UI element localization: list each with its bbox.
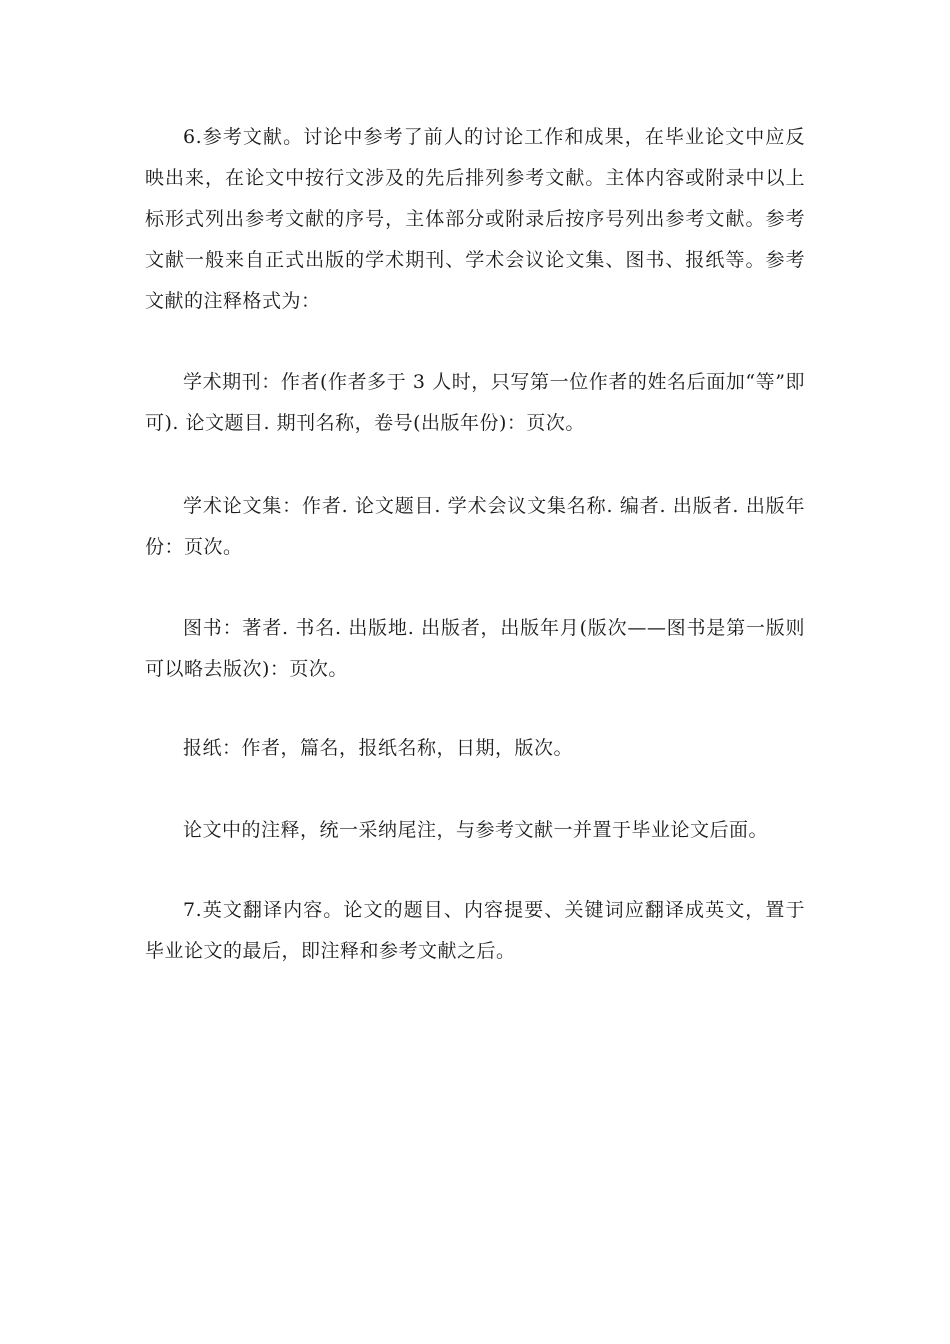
paragraph-endnotes: 论文中的注释，统一采纳尾注，与参考文献一并置于毕业论文后面。 [183, 819, 769, 841]
paragraph-journal-format: 学术期刊：作者(作者多于 3 人时，只写第一位作者的姓名后面加“等”即可). 论文题目. 期刊名称，卷号(出版年份)：页次。 [145, 371, 805, 434]
paragraph-english-translation: 7.英文翻译内容。论文的题目、内容提要、关键词应翻译成英文，置于毕业论文的最后，即注释和参考文献之后。 [145, 899, 805, 962]
paragraph-proceedings-format: 学术论文集：作者. 论文题目. 学术会议文集名称. 编者. 出版者. 出版年份：页次。 [145, 495, 805, 558]
paragraph-book-format: 图书：著者. 书名. 出版地. 出版者，出版年月(版次——图书是第一版则可以略去版次)：页次。 [145, 617, 805, 680]
paragraph-newspaper-format: 报纸：作者，篇名，报纸名称，日期，版次。 [183, 737, 574, 759]
paragraph-references: 6.参考文献。讨论中参考了前人的讨论工作和成果，在毕业论文中应反映出来，在论文中按行文涉及的先后排列参考文献。主体内容或附录中以上标形式列出参考文献的序号，主体部分或附录后按序号列出参考文献。参考文献一般来自正式出版的学术期刊、学术会议论文集、图书、报纸等。参考文献的注释格式为： [145, 126, 805, 312]
